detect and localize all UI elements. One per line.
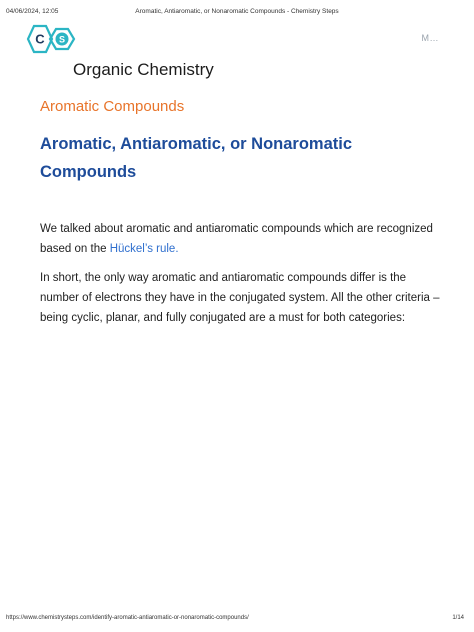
logo-letter-s: S	[58, 34, 66, 45]
site-logo[interactable]	[25, 24, 81, 54]
print-page-title: Aromatic, Antiaromatic, or Nonaromatic Compounds - Chemistry Steps	[135, 8, 339, 15]
article-headline: Aromatic, Antiaromatic, or Nonaromatic Compounds	[40, 135, 353, 181]
site-title[interactable]: Organic Chemistry	[73, 60, 214, 79]
menu-button[interactable]: M…	[421, 33, 439, 43]
paragraph-criteria: In short, the only way aromatic and antiaromatic compounds differ is the number of electrons they have in the conjugated system. All the other criteria – being cyclic, planar, and fully conjugated are a must for both categories:	[40, 272, 440, 324]
huckel-rule-link[interactable]: Hückel’s rule.	[109, 243, 179, 255]
print-datetime: 04/06/2024, 12:05	[6, 8, 59, 15]
paragraph-intro	[40, 219, 440, 259]
print-url: https://www.chemistrysteps.com/identify-aromatic-antiaromatic-or-nonaromatic-compounds/	[6, 615, 249, 621]
print-page-number: 1/14	[452, 615, 464, 621]
category-link[interactable]: Aromatic Compounds	[40, 98, 185, 115]
logo-hexagons-icon	[25, 24, 81, 54]
paragraph-intro-text: We talked about aromatic and antiaromatic compounds which are recognized based on the	[40, 223, 433, 255]
logo-letter-c: C	[35, 31, 45, 47]
